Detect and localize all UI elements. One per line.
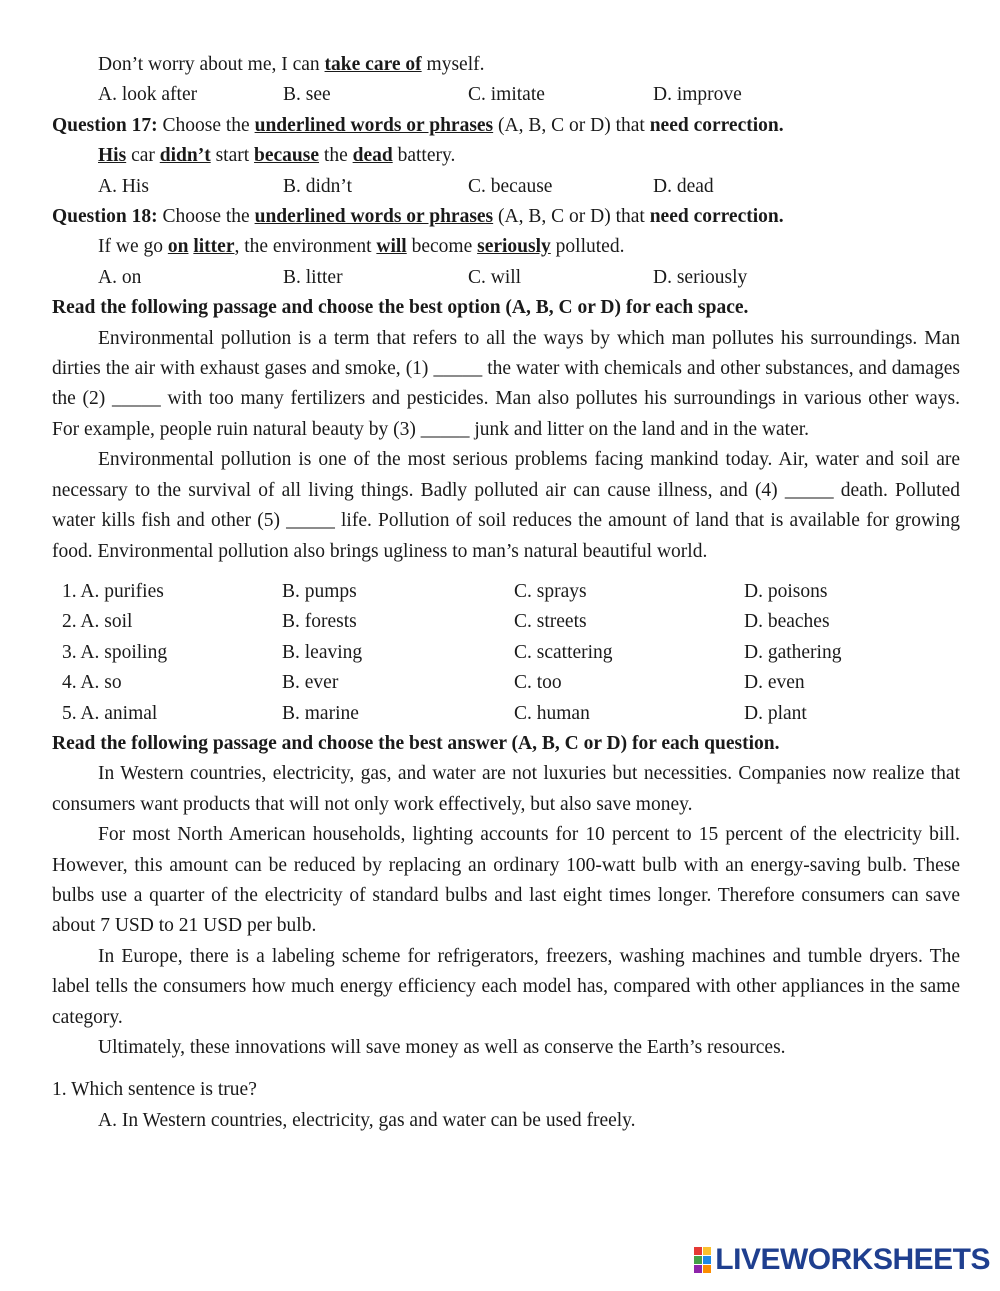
option[interactable]: 5. A. animal <box>62 702 158 724</box>
q18-sentence: If we go on litter, the environment will become seriously polluted. <box>98 236 625 258</box>
option[interactable]: C. scattering <box>514 641 613 663</box>
passage1-paragraph-2: Environmental pollution is one of the most serious problems facing mankind today. Air, water and soil are necessary to the survival of all living things. Badly polluted air can cause illness, and (4) _____ death. Polluted water kills fish and other (5) _____ life. Pollution of soil reduces the amount of land that is available for growing food. Environmental pollution also brings ugliness to man’s natural beautiful world. <box>52 449 960 562</box>
q18-options <box>52 263 960 293</box>
option[interactable]: B. didn’t <box>283 175 352 197</box>
logo-square <box>703 1256 711 1264</box>
q16-options <box>52 80 960 110</box>
option[interactable]: 4. A. so <box>62 672 122 694</box>
passage2-paragraph-3: In Europe, there is a labeling scheme for refrigerators, freezers, washing machines and tumble dryers. The label tells the consumers how much energy efficiency each model has, compared with other appliances in the same category. <box>52 945 960 1028</box>
q17-options <box>52 172 960 202</box>
option[interactable]: D. plant <box>744 702 807 724</box>
logo-square <box>694 1247 702 1255</box>
options-row <box>62 607 960 637</box>
option[interactable]: B. litter <box>283 266 343 288</box>
option[interactable]: B. see <box>283 84 331 106</box>
options-row <box>62 668 960 698</box>
option[interactable]: A. look after <box>98 84 198 106</box>
passage2-heading: Read the following passage and choose the best answer (A, B, C or D) for each question. <box>52 732 780 754</box>
option[interactable]: D. gathering <box>744 641 842 663</box>
option[interactable]: D. even <box>744 672 805 694</box>
passage2-paragraph-1: In Western countries, electricity, gas, and water are not luxuries but necessities. Companies now realize that consumers want products that will not only work effectively, but also save money. <box>52 763 960 815</box>
option[interactable]: 1. A. purifies <box>62 580 164 602</box>
option[interactable]: D. improve <box>653 84 742 106</box>
option[interactable]: C. because <box>468 175 553 197</box>
passage1-heading: Read the following passage and choose the best option (A, B, C or D) for each space. <box>52 297 749 319</box>
option[interactable]: 2. A. soil <box>62 611 133 633</box>
option[interactable]: C. streets <box>514 611 587 633</box>
option[interactable]: 3. A. spoiling <box>62 641 168 663</box>
option[interactable]: B. ever <box>282 672 339 694</box>
logo-square <box>703 1265 711 1273</box>
option[interactable]: A. on <box>98 266 142 288</box>
question-1: 1. Which sentence is true? <box>52 1079 257 1101</box>
option[interactable]: B. marine <box>282 702 359 724</box>
option[interactable]: B. leaving <box>282 641 363 663</box>
option[interactable]: A. His <box>98 175 149 197</box>
logo-square <box>703 1247 711 1255</box>
option[interactable]: D. seriously <box>653 266 748 288</box>
q17-instruction: Question 17: Choose the underlined words or phrases (A, B, C or D) that need correction. <box>52 114 784 136</box>
logo-square <box>694 1256 702 1264</box>
q18-instruction: Question 18: Choose the underlined words or phrases (A, B, C or D) that need correction. <box>52 206 784 228</box>
option[interactable]: B. forests <box>282 611 357 633</box>
worksheet-page <box>52 50 960 1136</box>
q16-sentence: Don’t worry about me, I can take care of myself. <box>98 54 485 75</box>
options-row <box>62 638 960 668</box>
option[interactable]: D. poisons <box>744 580 828 602</box>
option[interactable]: D. dead <box>653 175 714 197</box>
option[interactable]: D. beaches <box>744 611 830 633</box>
option[interactable]: B. pumps <box>282 580 357 602</box>
option[interactable]: C. imitate <box>468 84 545 106</box>
logo-text: LIVEWORKSHEETS <box>715 1243 990 1276</box>
option[interactable]: C. too <box>514 672 562 694</box>
passage2-paragraph-4: Ultimately, these innovations will save money as well as conserve the Earth’s resources. <box>98 1037 786 1058</box>
options-row <box>62 577 960 607</box>
question-1-option-a[interactable]: A. In Western countries, electricity, gas and water can be used freely. <box>98 1109 636 1131</box>
q17-sentence: His car didn’t start because the dead battery. <box>98 145 456 167</box>
liveworksheets-logo <box>694 1243 990 1277</box>
passage2-paragraph-2: For most North American households, lighting accounts for 10 percent to 15 percent of the electricity bill. However, this amount can be reduced by replacing an ordinary 100-watt bulb with an energy-saving bulb. These bulbs use a quarter of the electricity of standard bulbs and last eight times longer. Therefore consumers can save about 7 USD to 21 USD per bulb. <box>52 824 960 937</box>
options-row <box>62 699 960 729</box>
option[interactable]: C. human <box>514 702 590 724</box>
logo-icon <box>694 1247 711 1273</box>
logo-square <box>694 1265 702 1273</box>
passage1-paragraph-1: Environmental pollution is a term that refers to all the ways by which man pollutes his surroundings. Man dirties the air with exhaust gases and smoke, (1) _____ the water with chemicals and other substances, and damages the (2) _____ with too many fertilizers and pesticides. Man also pollutes his surroundings in various other ways. For example, people ruin natural beauty by (3) _____ junk and litter on the land and in the water. <box>52 327 960 440</box>
passage1-options <box>52 577 960 729</box>
option[interactable]: C. sprays <box>514 580 587 602</box>
option[interactable]: C. will <box>468 266 522 288</box>
